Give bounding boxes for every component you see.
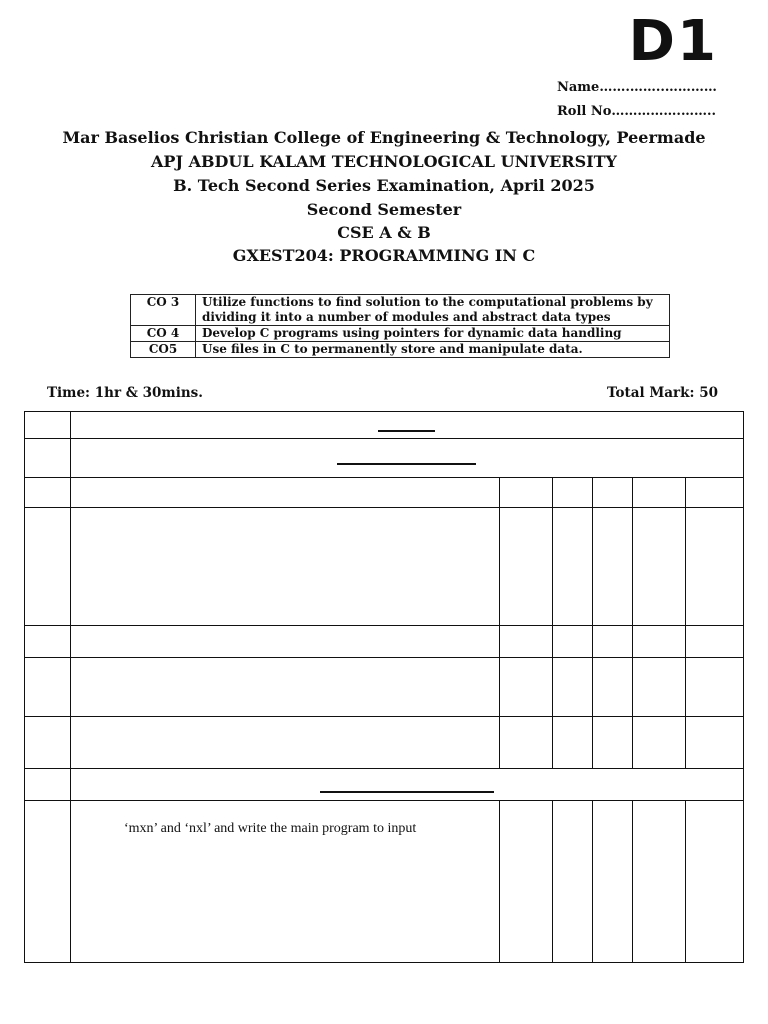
grid-col-line bbox=[685, 800, 686, 962]
name-field: Name…….……..………… bbox=[557, 80, 717, 95]
college-name: Mar Baselios Christian College of Engineering & Technology, Peermade bbox=[62, 128, 706, 147]
paper-code: D1 bbox=[628, 9, 718, 74]
grid-border-right bbox=[743, 411, 744, 963]
co-row bbox=[131, 326, 670, 342]
co-row bbox=[131, 342, 670, 358]
grid-col-line bbox=[499, 477, 500, 769]
grid-row-line bbox=[24, 800, 744, 801]
co-description: Utilize functions to find solution to the computational problems by dividing it into a number of modules and abstract data types bbox=[196, 295, 670, 326]
grid-row-line bbox=[24, 507, 744, 508]
grid-col-line bbox=[552, 800, 553, 962]
co-description: Develop C programs using pointers for dynamic data handling bbox=[196, 326, 670, 342]
roll-number-field: Roll No…………….…….. bbox=[557, 104, 717, 119]
co-code: CO 3 bbox=[131, 295, 196, 326]
grid-col-line bbox=[499, 800, 500, 962]
semester: Second Semester bbox=[306, 200, 462, 219]
grid-col-line bbox=[552, 477, 553, 769]
grid-border-bottom bbox=[24, 962, 744, 963]
course-outcomes-table bbox=[130, 294, 670, 358]
branch: CSE A & B bbox=[337, 223, 431, 242]
grid-border-left bbox=[24, 411, 25, 963]
grid-col-line bbox=[632, 800, 633, 962]
grid-col-line bbox=[592, 477, 593, 769]
question-text: ‘mxn’ and ‘nxl’ and write the main program to input bbox=[124, 821, 417, 836]
grid-qno-divider bbox=[70, 411, 71, 963]
grid-row-line bbox=[24, 438, 744, 439]
grid-row-line bbox=[24, 716, 744, 717]
section-heading-underline bbox=[320, 791, 494, 793]
course-title: GXEST204: PROGRAMMING IN C bbox=[232, 246, 536, 265]
grid-col-line bbox=[632, 477, 633, 769]
university-name: APJ ABDUL KALAM TECHNOLOGICAL UNIVERSITY bbox=[151, 152, 617, 171]
section-heading-underline bbox=[378, 430, 435, 432]
total-mark: Total Mark: 50 bbox=[607, 385, 718, 401]
grid-row-line bbox=[24, 625, 744, 626]
grid-row-line bbox=[24, 768, 744, 769]
co-code: CO5 bbox=[131, 342, 196, 358]
co-description: Use files in C to permanently store and manipulate data. bbox=[196, 342, 670, 358]
grid-col-line bbox=[685, 477, 686, 769]
grid-col-line bbox=[592, 800, 593, 962]
grid-row-line bbox=[24, 477, 744, 478]
exam-title: B. Tech Second Series Examination, April 2025 bbox=[173, 176, 595, 195]
grid-border-top bbox=[24, 411, 744, 412]
section-heading-underline bbox=[337, 463, 476, 465]
co-code: CO 4 bbox=[131, 326, 196, 342]
exam-duration: Time: 1hr & 30mins. bbox=[47, 385, 203, 401]
co-row bbox=[131, 295, 670, 326]
grid-row-line bbox=[24, 657, 744, 658]
